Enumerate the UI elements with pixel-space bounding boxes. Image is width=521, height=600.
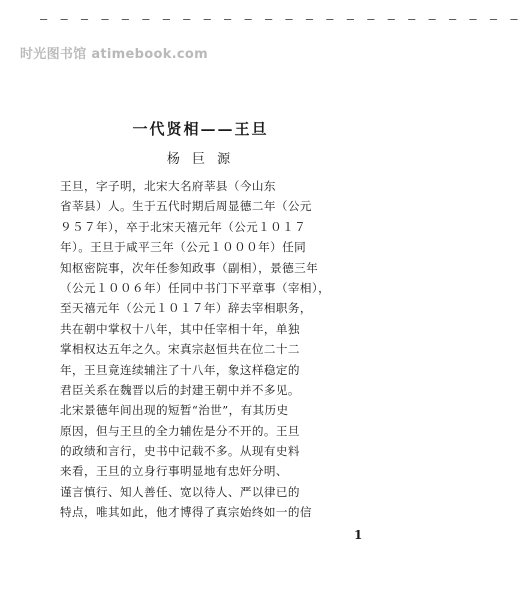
- body-line: 君臣关系在魏晋以后的封建王朝中并不多见。: [60, 382, 300, 397]
- body-line: （公元１００６年）任同中书门下平章事（宰相），: [60, 280, 331, 295]
- body-line: 省莘县）人。生于五代时期后周显德二年（公元: [60, 199, 312, 214]
- page-number: 1: [354, 528, 363, 542]
- body-line: 掌相权达五年之久。宋真宗赵恒共在位二十二: [60, 342, 300, 357]
- body-line: 原因，但与王旦的全力辅佐是分不开的。王旦: [60, 423, 300, 438]
- article-author: 杨 巨 源: [166, 152, 235, 167]
- body-line: 特点，唯其如此，他才博得了真宗始终如一的信: [60, 505, 312, 520]
- body-line: 至天禧元年（公元１０１７年）辞去宰相职务，: [60, 301, 312, 316]
- body-line: 的政绩和言行，史书中记载不多。从现有史料: [60, 444, 300, 459]
- body-line: 共在朝中掌权十八年，其中任宰相十年，单独: [60, 321, 300, 336]
- article-body: [60, 176, 365, 523]
- body-line: 年，王旦竟连续辅注了十八年，象这样稳定的: [60, 362, 300, 377]
- site-watermark: 时光图书馆 atimebook.com: [20, 47, 208, 62]
- body-line: 王旦，字子明，北宋大名府莘县（今山东: [60, 179, 276, 193]
- body-line: 北宋景德年间出现的短暂“治世”，有其历史: [60, 403, 289, 418]
- body-line: 谨言慎行、知人善任、宽以待人、严以律已的: [60, 484, 300, 499]
- body-line: 来看，王旦的立身行事明显地有忠奸分明、: [60, 464, 288, 479]
- body-line: ９５７年），卒于北宋天禧元年（公元１０１７: [60, 219, 307, 234]
- body-line: 知枢密院事，次年任参知政事（副相），景德三年: [60, 260, 319, 275]
- article-title: 一代贤相——王旦: [132, 120, 269, 138]
- header-dashes: – – – – – – – – – – – – – – – – – – – – – – – –: [40, 12, 521, 26]
- body-line: 年）。王旦于咸平三年（公元１０００年）任同: [60, 240, 307, 255]
